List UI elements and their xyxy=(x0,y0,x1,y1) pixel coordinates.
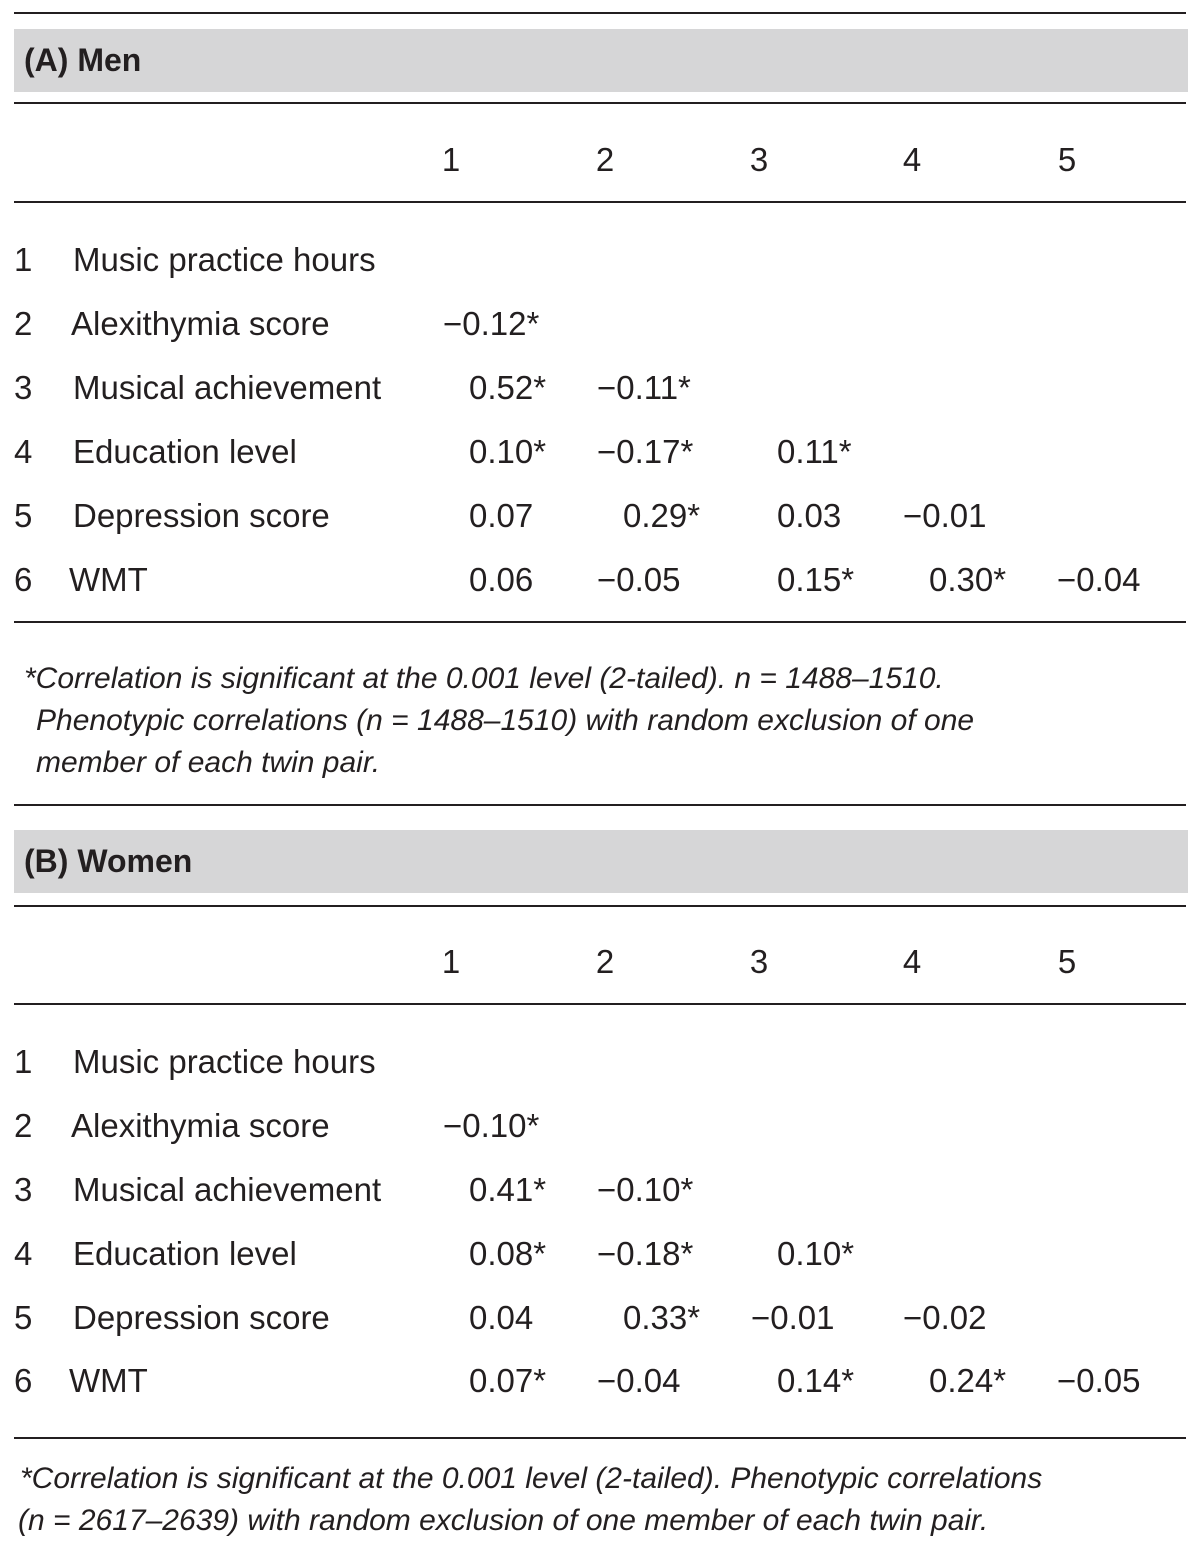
row-label: Depression score xyxy=(73,497,330,534)
column-header: 3 xyxy=(749,943,769,980)
table-cell: 0.10* xyxy=(469,433,547,470)
table-cell: 0.07* xyxy=(469,1362,547,1399)
row-number: 6 xyxy=(14,561,33,598)
row-number: 2 xyxy=(14,1107,33,1144)
table-cell: 0.10* xyxy=(777,1235,855,1272)
table-cell: −0.04 xyxy=(1057,561,1141,598)
table-cell: −0.10* xyxy=(597,1171,694,1208)
column-header: 2 xyxy=(595,141,615,178)
header-bottom-rule xyxy=(14,201,1186,203)
row-label: Music practice hours xyxy=(73,241,376,278)
table-cell: 0.11* xyxy=(777,433,852,470)
column-header: 3 xyxy=(749,141,769,178)
footnote-line: member of each twin pair. xyxy=(36,746,381,779)
table-cell: 0.33* xyxy=(623,1299,701,1336)
table-cell: 0.04 xyxy=(469,1299,534,1336)
row-label: WMT xyxy=(69,561,148,598)
table-top-rule xyxy=(14,12,1186,14)
table-cell: −0.05 xyxy=(597,561,681,598)
table-cell: −0.01 xyxy=(903,497,987,534)
row-number: 3 xyxy=(14,369,33,406)
row-number: 1 xyxy=(14,1043,33,1080)
header-top-rule xyxy=(14,102,1186,104)
table-cell: 0.41* xyxy=(469,1171,547,1208)
table-cell: 0.08* xyxy=(469,1235,547,1272)
row-number: 3 xyxy=(14,1171,33,1208)
table-cell: −0.12* xyxy=(443,305,540,342)
table-cell: 0.15* xyxy=(777,561,855,598)
footnote-line: *Correlation is significant at the 0.001 level (2-tailed). n = 1488–1510. xyxy=(24,662,944,695)
table-cell: 0.29* xyxy=(623,497,701,534)
row-number: 4 xyxy=(14,433,33,470)
row-number: 1 xyxy=(14,241,33,278)
row-number: 5 xyxy=(14,1299,33,1336)
column-header: 4 xyxy=(902,141,922,178)
panel-title: (A) Men xyxy=(24,42,142,78)
row-label: Musical achievement xyxy=(73,369,382,406)
table-bottom-rule xyxy=(14,1437,1186,1439)
table-cell: −0.18* xyxy=(597,1235,694,1272)
row-number: 5 xyxy=(14,497,33,534)
table-bottom-rule xyxy=(14,621,1186,623)
table-cell: −0.11* xyxy=(597,369,691,406)
row-label: Education level xyxy=(73,433,297,470)
footnote-line: Phenotypic correlations (n = 1488–1510) with random exclusion of one xyxy=(36,704,975,737)
table-cell: −0.02 xyxy=(903,1299,987,1336)
header-top-rule xyxy=(14,905,1186,907)
panel-header-band xyxy=(14,830,1188,893)
table-cell: 0.03 xyxy=(777,497,842,534)
table-cell: −0.05 xyxy=(1057,1362,1141,1399)
row-number: 2 xyxy=(14,305,33,342)
table-cell: −0.10* xyxy=(443,1107,540,1144)
column-header: 2 xyxy=(595,943,615,980)
row-label: Alexithymia score xyxy=(71,305,330,342)
column-header: 5 xyxy=(1057,943,1077,980)
row-number: 6 xyxy=(14,1362,33,1399)
table-cell: 0.30* xyxy=(929,561,1007,598)
row-label: WMT xyxy=(69,1362,148,1399)
header-bottom-rule xyxy=(14,1003,1186,1005)
column-header: 4 xyxy=(902,943,922,980)
table-cell: 0.14* xyxy=(777,1362,855,1399)
table-cell: 0.52* xyxy=(469,369,547,406)
column-header: 5 xyxy=(1057,141,1077,178)
section-divider-rule xyxy=(14,804,1186,806)
footnote-line: (n = 2617–2639) with random exclusion of one member of each twin pair. xyxy=(18,1504,989,1537)
table-cell: 0.24* xyxy=(929,1362,1007,1399)
row-label: Music practice hours xyxy=(73,1043,376,1080)
row-number: 4 xyxy=(14,1235,33,1272)
table-cell: 0.07 xyxy=(469,497,534,534)
row-label: Musical achievement xyxy=(73,1171,382,1208)
column-header: 1 xyxy=(441,943,461,980)
table-cell: −0.04 xyxy=(597,1362,681,1399)
table-cell: −0.01 xyxy=(751,1299,835,1336)
table-cell: 0.06 xyxy=(469,561,534,598)
row-label: Depression score xyxy=(73,1299,330,1336)
row-label: Education level xyxy=(73,1235,297,1272)
column-header: 1 xyxy=(441,141,461,178)
table-cell: −0.17* xyxy=(597,433,694,470)
panel-title: (B) Women xyxy=(24,843,193,879)
footnote-line: *Correlation is significant at the 0.001 level (2-tailed). Phenotypic correlations xyxy=(20,1462,1043,1495)
row-label: Alexithymia score xyxy=(71,1107,330,1144)
panel-header-band xyxy=(14,29,1188,92)
